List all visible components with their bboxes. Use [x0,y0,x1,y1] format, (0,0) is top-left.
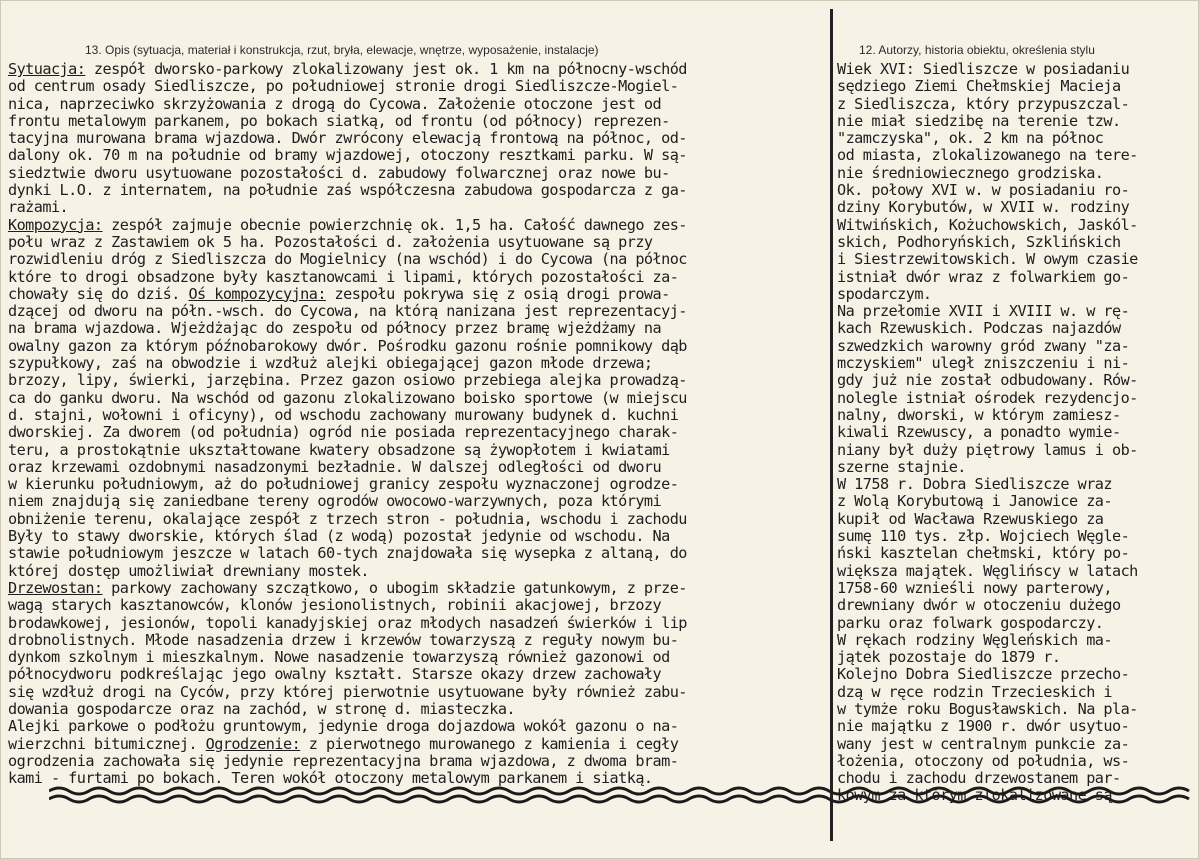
history-line: wany jest w centralnym punkcie za- [837,734,1130,753]
description-line: Drzewostan: parkowy zachowany szczątkowo, o ubogim składzie gatunkowym, z prze- [8,578,687,597]
history-line: z Wolą Korybutową i Janowice za- [837,492,1112,511]
history-line: "zamczyska", ok. 2 km na północ [837,129,1104,148]
description-line: dzącej od dworu na półn.-wsch. do Cycowa, na którą nanizana jest reprezentacyj- [8,302,687,321]
history-line: łożenia, otoczony od południa, ws- [837,751,1130,770]
description-line: stawie południowym jeszcze w latach 60-tych znajdowała się wysepka z altaną, do [8,544,687,563]
description-line: dowania gospodarcze oraz na zachód, w stronę d. miasteczka. [8,699,516,718]
wavy-torn-edge [49,779,1199,809]
description-line: niem znajdują się zaniedbane tereny ogrodów owocowo-warzywnych, poza którymi [8,492,662,511]
description-line: Alejki parkowe o podłożu gruntowym, jedynie droga dojazdowa wokół gazonu o na- [8,717,679,736]
history-line: Na przełomie XVII i XVIII w. w rę- [837,302,1130,321]
history-line: Ok. połowy XVI w. w posiadaniu ro- [837,181,1130,200]
history-line: nie średniowiecznego grodziska. [837,163,1104,182]
description-line: obniżenie terenu, okalające zespół z trzech stron - południa, wschodu i zachodu [8,509,687,528]
history-line: szerne stajnie. [837,457,966,476]
section-13-header: 13. Opis (sytuacja, materiał i konstrukcja, rzut, bryła, elewacje, wnętrze, wyposażenie, instalacje) [85,43,599,57]
description-line: które to drogi obsadzone były kasztanowcami i lipami, których pozostałości za- [8,267,679,286]
description-line: d. stajni, wołowni i oficyny), od wschodu zachowany murowany budynek d. kuchni [8,405,679,424]
history-line: ński kasztelan chełmski, który po- [837,544,1130,563]
description-line: się wzdłuż drogi na Cyców, przy której pierwotnie usytuowane były również zabu- [8,682,687,701]
history-line: spodarczym. [837,284,932,303]
section-12-header: 12. Autorzy, historia obiektu, określenia stylu [859,43,1095,57]
history-line: 1758-60 wznieśli nowy parterowy, [837,578,1112,597]
history-line: w tymże roku Bogusławskich. Na pla- [837,699,1138,718]
history-line: nalny, dworski, w którym zamiesz- [837,405,1121,424]
description-line: od centrum osady Siedliszcze, po południowej stronie drogi Siedliszcze-Mogiel- [8,77,679,96]
history-line: kowym za którym zlokalizowane są [837,786,1112,805]
history-line: chodu i zachodu drzewostanem par- [837,769,1121,788]
description-line: ogrodzenia zachowała się jedynie reprezentacyjna brama wjazdowa, z dwoma bram- [8,751,679,770]
description-line: północydworu podkreślając jego owalny kształt. Starsze okazy drzew zachowały [8,665,662,684]
description-line: Kompozycja: zespół zajmuje obecnie powierzchnię ok. 1,5 ha. Całość dawnego zes- [8,215,687,234]
description-line: rozwidleniu dróg z Siedliszcza do Mogielnicy (na wschód) i do Cycowa (na północ [8,250,687,269]
description-line: brodawkowej, jesionów, topoli kanadyjskiej oraz młodych nasadzeń świerków i lip [8,613,687,632]
history-line: parku oraz folwark gospodarczy. [837,613,1104,632]
history-line: nie miał siedzibę na terenie tzw. [837,111,1121,130]
description-line: kami - furtami po bokach. Teren wokół otoczony metalowym parkanem i siatką. [8,769,653,788]
description-line: wagą starych kasztanowców, klonów jesionolistnych, robinii akacjowej, brzozy [8,596,662,615]
history-line: kupił od Wacława Rzewuskiego za [837,509,1104,528]
history-line: gdy już nie został odbudowany. Rów- [837,371,1138,390]
description-line: dynkom szkolnym i mieszkalnym. Nowe nasadzenie towarzyszą również gazonowi od [8,648,670,667]
history-line: drewniany dwór w otoczeniu dużego [837,596,1121,615]
description-line: ca do ganku dworu. Na wschód od gazonu zlokalizowano boisko sportowe (w miejscu [8,388,687,407]
description-line: rażami. [8,198,69,217]
description-line: oraz krzewami ozdobnymi nasadzonymi bezładnie. W dalszej odległości od dworu [8,457,662,476]
description-line: w kierunku południowym, aż do południowej granicy zespołu wyznaczonej ogrodze- [8,475,679,494]
description-line: Sytuacja: zespół dworsko-parkowy zlokalizowany jest ok. 1 km na północny-wschód [8,61,687,78]
description-line: Były to stawy dworskie, których ślad (z wodą) pozostał jedynie od wschodu. Na [8,527,670,546]
description-line: drobnolistnych. Młode nasadzenia drzew i krzewów towarzyszą z reguły nowym bu- [8,630,679,649]
column-divider [830,9,833,841]
description-line: chowały się do dziś. Oś kompozycyjna: zespołu pokrywa się z osią drogi prowa- [8,284,670,303]
history-line: sumę 110 tys. złp. Wojciech Węgle- [837,527,1130,546]
description-line: siedztwie dworu usytuowane pozostałości d. zabudowy folwarcznej oraz nowe bu- [8,163,670,182]
history-line: niany był duży piętrowy lamus i ob- [837,440,1138,459]
history-line: z Siedliszcza, który przypuszczal- [837,94,1130,113]
history-line: sędziego Ziemi Chełmskiej Macieja [837,77,1121,96]
description-line: dynki L.O. z internatem, na południe zaś współczesna zabudowa gospodarcza z ga- [8,181,687,200]
history-line: kiwali Rzewuscy, a ponadto wymie- [837,423,1121,442]
history-line: nolegle istniał ośrodek rezydencjo- [837,388,1138,407]
history-line: jątek pozostaje do 1879 r. [837,648,1061,667]
history-line: Kolejno Dobra Siedliszcze przecho- [837,665,1130,684]
history-line: kach Rzewuskich. Podczas najazdów [837,319,1121,338]
description-line: szypułkowy, zaś na obwodzie i wzdłuż alejki obiegającej gazon młode drzewa; [8,354,653,373]
history-line: i Siestrzewitowskich. W owym czasie [837,250,1138,269]
history-line: Wiek XVI: Siedliszcze w posiadaniu [837,61,1130,78]
history-line: skich, Podhoryńskich, Szklińskich [837,232,1121,251]
description-line: frontu metalowym parkanem, po bokach siatką, od frontu (od północy) reprezen- [8,111,670,130]
description-line: brzozy, lipy, świerki, jarzębina. Przez gazon osiowo przebiega alejka prowadzą- [8,371,687,390]
history-line: większa majątek. Węglińscy w latach [837,561,1138,580]
description-line: owalny gazon za którym późnobarokowy dwór. Pośrodku gazonu rośnie pomnikowy dąb [8,336,687,355]
description-line: nica, naprzeciwko skrzyżowania z drogą do Cycowa. Założenie otoczone jest od [8,94,662,113]
history-line: W 1758 r. Dobra Siedliszcze wraz [837,475,1112,494]
history-line: istniał dwór wraz z folwarkiem go- [837,267,1130,286]
description-line: wierzchni bitumicznej. Ogrodzenie: z pierwotnego murowanego z kamienia i cegły [8,734,679,753]
description-line: na brama wjazdowa. Wjeżdżając do zespołu od północy przez bramę wjeżdżamy na [8,319,662,338]
history-line: nie majątku z 1900 r. dwór usytuo- [837,717,1130,736]
description-line: połu wraz z Zastawiem ok 5 ha. Pozostałości d. założenia usytuowane są przy [8,232,653,251]
history-line: dzą w ręce rodzin Trzecieskich i [837,682,1112,701]
history-line: od miasta, zlokalizowanego na tere- [837,146,1138,165]
history-line: dziny Korybutów, w XVII w. rodziny [837,198,1130,217]
description-line: teru, a prostokątnie ukształtowane kwatery obsadzone są żywopłotem i kwiatami [8,440,670,459]
history-text [837,61,1195,821]
history-line: Witwińskich, Kożuchowskich, Jaskól- [837,215,1138,234]
description-line: dworskiej. Za dworem (od południa) ogród nie posiada reprezentacyjnego charak- [8,423,679,442]
history-line: mczyskiem" uległ zniszczeniu i ni- [837,354,1130,373]
description-line: której dostęp umożliwiał drewniany mostek. [8,561,369,580]
description-line: tacyjna murowana brama wjazdowa. Dwór zwrócony elewacją frontową na północ, od- [8,129,687,148]
description-text [8,61,826,801]
description-line: dalony ok. 70 m na południe od bramy wjazdowej, otoczony resztkami parku. W są- [8,146,687,165]
history-line: W rękach rodziny Węgleńskich ma- [837,630,1112,649]
history-line: szwedzkich warowny gród zwany "za- [837,336,1130,355]
